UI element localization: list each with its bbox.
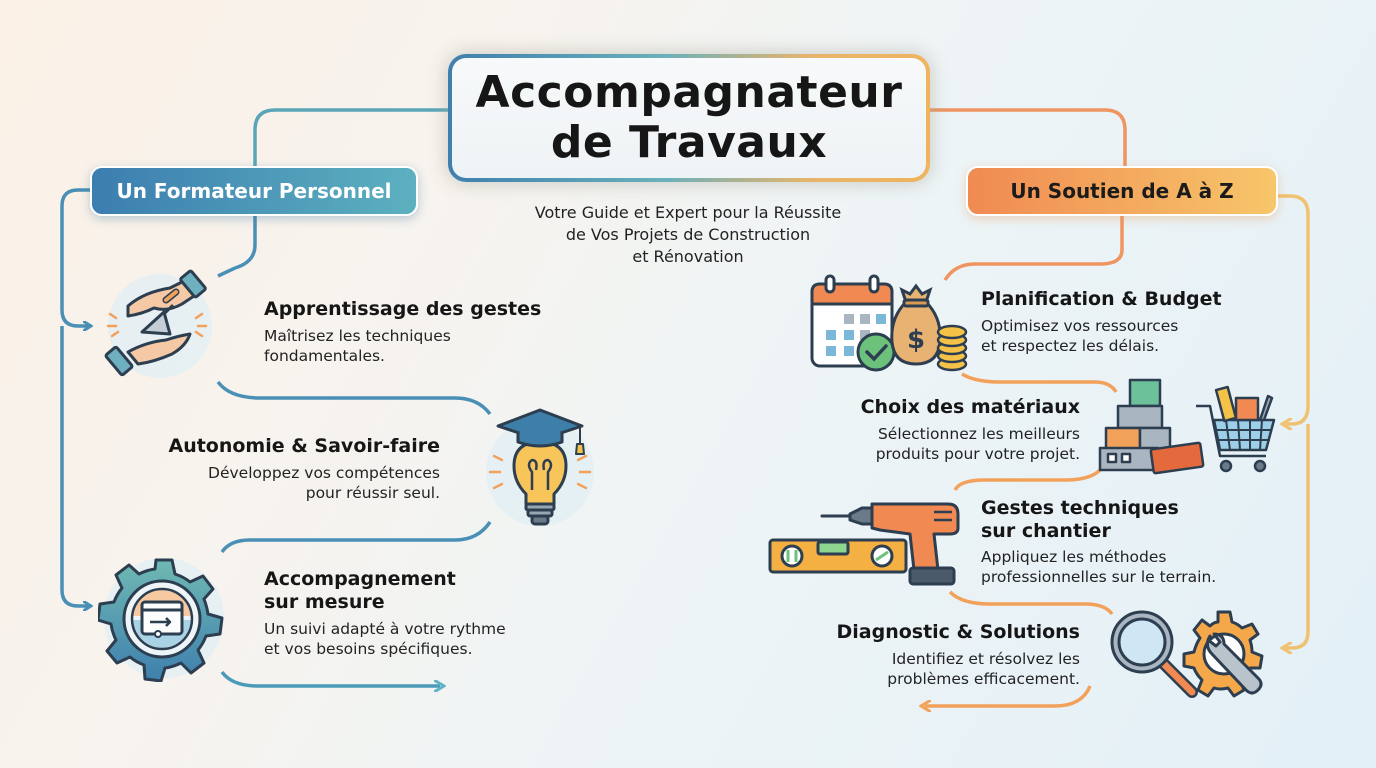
item-title: Diagnostic & Solutions xyxy=(836,621,1080,643)
item-desc-1: Optimisez vos ressources xyxy=(981,317,1179,335)
item-desc-2: professionnelles sur le terrain. xyxy=(981,568,1217,586)
item-desc-2: et respectez les délais. xyxy=(981,337,1160,355)
item-title-line-2: sur mesure xyxy=(264,591,385,613)
item-diagnostic xyxy=(800,621,1080,689)
item-gestes-techniques xyxy=(981,497,1281,587)
item-planification xyxy=(981,288,1281,356)
subtitle-line-2: de Vos Projets de Construction xyxy=(565,225,811,244)
item-desc-1: Identifiez et résolvez les xyxy=(891,650,1080,668)
hands-trowel-icon xyxy=(98,262,222,386)
svg-text:$: $ xyxy=(906,325,926,355)
item-desc-2: et vos besoins spécifiques. xyxy=(264,640,473,658)
magnifier-wrench-gear-icon xyxy=(1106,606,1278,702)
item-desc-2: fondamentales. xyxy=(264,347,385,365)
subtitle xyxy=(488,202,888,268)
item-desc-1: Maîtrisez les techniques xyxy=(264,327,451,345)
gear-cycle-icon xyxy=(98,554,230,682)
item-desc-1: Appliquez les méthodes xyxy=(981,548,1167,566)
title-box xyxy=(448,54,930,182)
title-line-2: de Travaux xyxy=(550,117,828,168)
calendar-money-icon xyxy=(806,272,970,376)
item-title-line-1: Accompagnement xyxy=(264,568,456,590)
drill-level-icon xyxy=(762,494,978,590)
item-title: Autonomie & Savoir-faire xyxy=(168,435,440,457)
subtitle-line-3: et Rénovation xyxy=(632,247,744,266)
item-autonomie xyxy=(140,435,440,503)
item-title-line-2: sur chantier xyxy=(981,520,1111,542)
item-desc-1: Sélectionnez les meilleurs xyxy=(877,425,1080,443)
item-desc-1: Développez vos compétences xyxy=(208,464,440,482)
item-title-line-1: Gestes techniques xyxy=(981,497,1179,519)
item-title: Apprentissage des gestes xyxy=(264,298,542,320)
item-desc-2: problèmes efficacement. xyxy=(887,670,1080,688)
branch-label-formateur: Un Formateur Personnel xyxy=(90,166,418,216)
item-desc-1: Un suivi adapté à votre rythme xyxy=(264,620,506,638)
item-accompagnement xyxy=(264,568,564,659)
item-desc-2: produits pour votre projet. xyxy=(875,445,1080,463)
item-materiaux xyxy=(800,396,1080,464)
bricks-cart-icon xyxy=(1096,376,1280,476)
subtitle-line-1: Votre Guide et Expert pour la Réussite xyxy=(534,203,842,222)
lightbulb-graduation-cap-icon xyxy=(480,400,600,536)
item-title: Choix des matériaux xyxy=(860,396,1080,418)
item-apprentissage xyxy=(264,298,594,366)
item-desc-2: pour réussir seul. xyxy=(305,484,440,502)
title-inner xyxy=(452,58,926,178)
item-title: Planification & Budget xyxy=(981,288,1222,310)
title-line-1: Accompagnateur xyxy=(475,67,903,118)
branch-label-soutien: Un Soutien de A à Z xyxy=(966,166,1278,216)
